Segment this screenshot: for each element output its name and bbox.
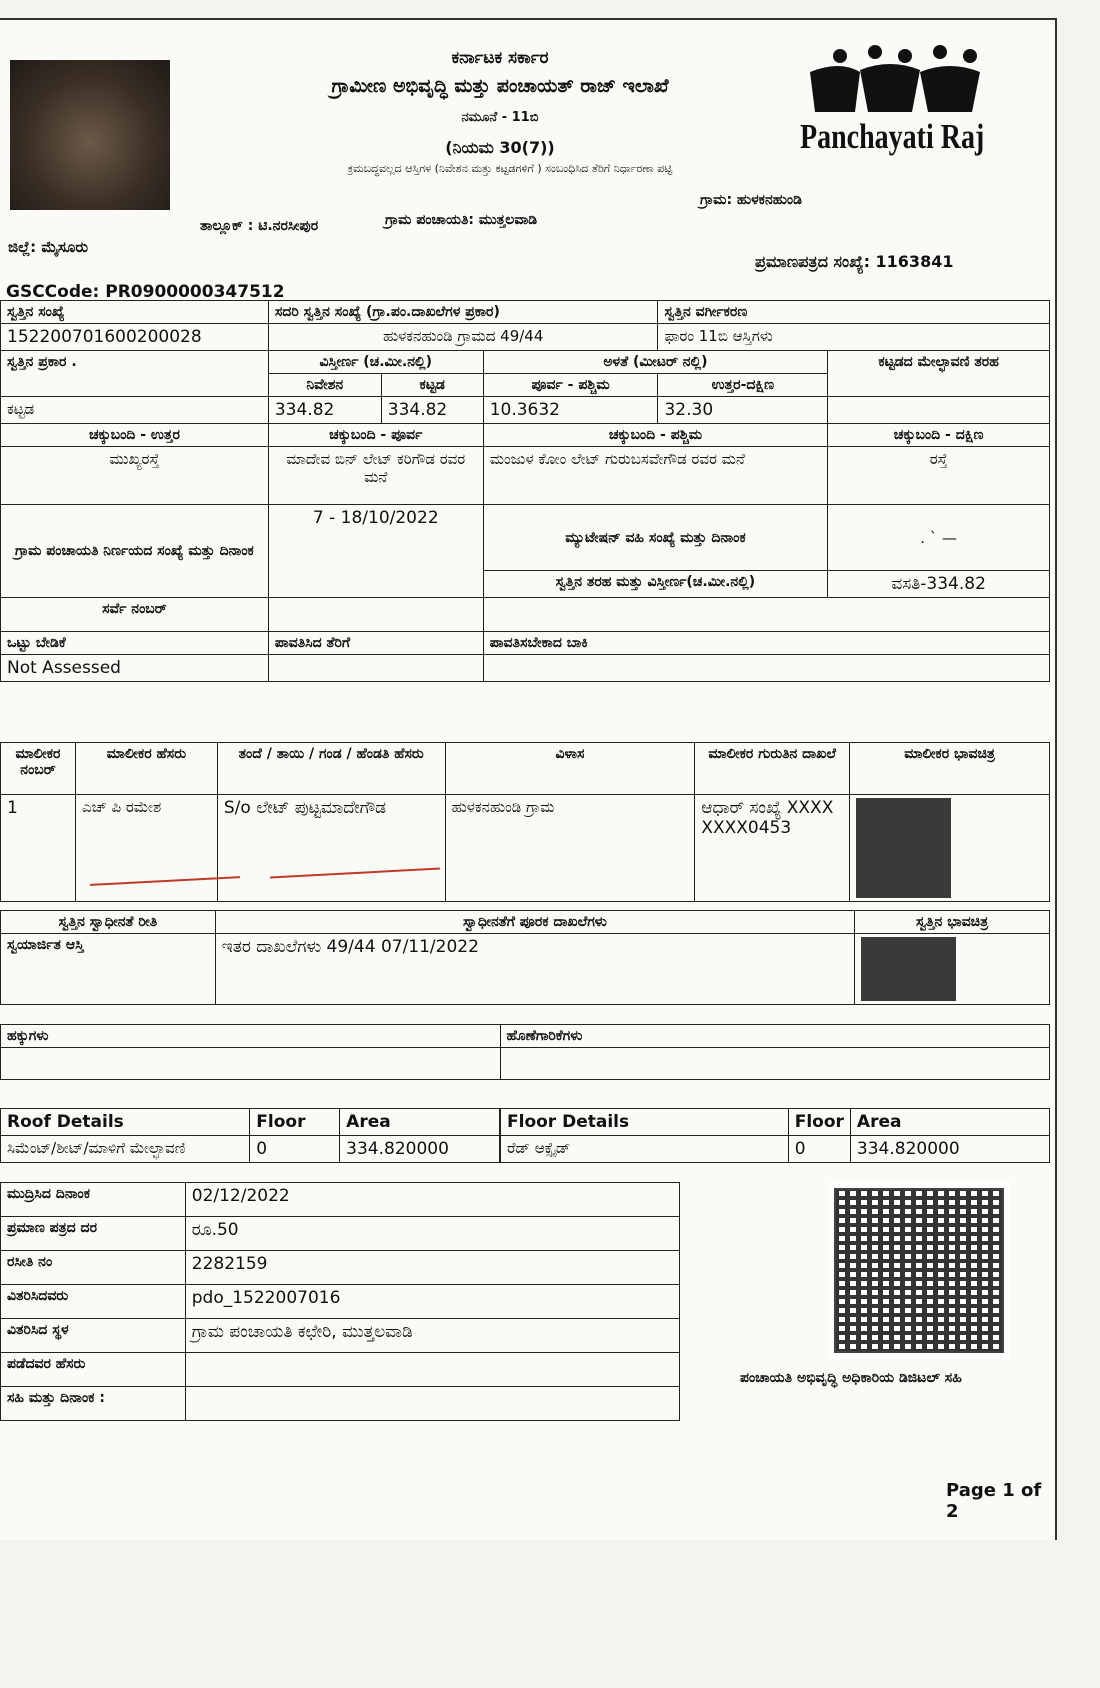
east-west-value: 10.3632 xyxy=(483,397,658,424)
rights-value xyxy=(1,1048,501,1080)
survey-number-label: ಸರ್ವೆ ನಂಬರ್ xyxy=(1,598,269,632)
gp-property-number-label: ಸದರಿ ಸ್ವತ್ತಿನ ಸಂಖ್ಯೆ (ಗ್ರಾ.ಪಂ.ದಾಖಲೆಗಳ ಪ್ರಕಾರ) xyxy=(268,301,658,324)
property-class-label: ಸ್ವತ್ತಿನ ವರ್ಗೀಕರಣ xyxy=(658,301,1050,324)
gram-panchayat: ಗ್ರಾಮ ಪಂಚಾಯತಿ: ಮುತ್ತಲವಾಡಿ xyxy=(385,212,538,228)
owner-number-label: ಮಾಲೀಕರ ನಂಬರ್ xyxy=(1,743,76,795)
relation-value: S/o ಲೇಟ್ ಪುಟ್ಟಮಾದೇಗೌಡ xyxy=(217,795,445,902)
issue-row xyxy=(1,1217,680,1251)
owner-photo-cell xyxy=(850,795,1050,902)
type-area-value: ವಸತಿ-334.82 xyxy=(828,571,1050,598)
people-icon xyxy=(800,42,1000,122)
floor-details-table xyxy=(500,1108,1050,1163)
survey-number-value xyxy=(268,598,483,632)
paid-tax-label: ಪಾವತಿಸಿದ ತೆರಿಗೆ xyxy=(268,632,483,655)
owner-id-value: ಆಧಾರ್ ಸಂಖ್ಯೆ XXXXXXXX0453 xyxy=(695,795,850,902)
owner-number-value: 1 xyxy=(1,795,76,902)
property-type-label: ಸ್ವತ್ತಿನ ಪ್ರಕಾರ . xyxy=(1,351,269,397)
acquisition-docs-value: ಇತರ ದಾಖಲೆಗಳು 49/44 07/11/2022 xyxy=(215,934,854,1005)
roof-details-title: Roof Details xyxy=(1,1109,250,1136)
issue-row xyxy=(1,1387,680,1421)
property-number-value: 152200701600200028 xyxy=(1,324,269,351)
total-demand-value: Not Assessed xyxy=(1,655,269,682)
issue-row xyxy=(1,1353,680,1387)
north-boundary-label: ಚಕ್ಕುಬಂದಿ - ಉತ್ತರ xyxy=(1,424,269,447)
roof-details-table xyxy=(0,1108,500,1163)
acquisition-label: ಸ್ವತ್ತಿನ ಸ್ವಾಧೀನತೆ ರೀತಿ xyxy=(1,911,216,934)
east-boundary-value: ಮಾದೇವ ಬಿನ್ ಲೇಟ್ ಕರಿಗೌಡ ರವರ ಮನೆ xyxy=(268,447,483,505)
village: ಗ್ರಾಮ: ಹುಳಕನಹುಂಡಿ xyxy=(700,192,802,208)
issue-row xyxy=(1,1251,680,1285)
owner-name-label: ಮಾಲೀಕರ ಹೆಸರು xyxy=(75,743,217,795)
property-number-label: ಸ್ವತ್ತಿನ ಸಂಖ್ಯೆ xyxy=(1,301,269,324)
owner-id-label: ಮಾಲೀಕರ ಗುರುತಿನ ದಾಖಲೆ xyxy=(695,743,850,795)
west-boundary-value: ಮಂಜುಳ ಕೋಂ ಲೇಟ್ ಗುರುಬಸವೇಗೌಡ ರವರ ಮನೆ xyxy=(483,447,828,505)
floor-floor-header: Floor xyxy=(788,1109,850,1136)
issue-row-value xyxy=(185,1353,679,1387)
rule-number: (ನಿಯಮ 30(7)) xyxy=(445,138,555,157)
issue-row-value: ಗ್ರಾಮ ಪಂಚಾಯತಿ ಕಛೇರಿ, ಮುತ್ತಲವಾಡಿ xyxy=(185,1319,679,1353)
issue-row xyxy=(1,1183,680,1217)
issue-row xyxy=(1,1285,680,1319)
acquisition-docs-label: ಸ್ವಾಧೀನತೆಗೆ ಪೂರಕ ದಾಖಲೆಗಳು xyxy=(215,911,854,934)
panchayati-raj-logo xyxy=(800,42,1000,162)
property-class-value: ಫಾರಂ 11ಬಿ ಆಸ್ತಿಗಳು xyxy=(658,324,1050,351)
property-details-table xyxy=(0,300,1050,682)
department-title: ಗ್ರಾಮೀಣ ಅಭಿವೃದ್ಧಿ ಮತ್ತು ಪಂಚಾಯತ್ ರಾಜ್ ಇಲಾಖೆ xyxy=(331,75,669,97)
owner-table xyxy=(0,742,1050,902)
property-photo xyxy=(861,937,956,1001)
qr-code xyxy=(828,1182,1010,1359)
liabilities-value xyxy=(500,1048,1050,1080)
owner-photo xyxy=(856,798,951,898)
address-label: ವಿಳಾಸ xyxy=(445,743,695,795)
govt-title: ಕರ್ನಾಟಕ ಸರ್ಕಾರ xyxy=(451,48,549,68)
due-tax-value xyxy=(483,655,1049,682)
rights-label: ಹಕ್ಕುಗಳು xyxy=(1,1025,501,1048)
dimensions-label: ಅಳತೆ (ಮೀಟರ್ ನಲ್ಲಿ) xyxy=(483,351,828,374)
address-value: ಹುಳಕನಹುಂಡಿ ಗ್ರಾಮ xyxy=(445,795,695,902)
rights-table xyxy=(0,1024,1050,1080)
south-boundary-label: ಚಕ್ಕುಬಂದಿ - ದಕ್ಷಿಣ xyxy=(828,424,1050,447)
issue-row-value: pdo_1522007016 xyxy=(185,1285,679,1319)
gp-property-number-value: ಹುಳಕನಹುಂಡಿ ಗ್ರಾಮದ 49/44 xyxy=(268,324,658,351)
east-boundary-label: ಚಕ್ಕುಬಂದಿ - ಪೂರ್ವ xyxy=(268,424,483,447)
digital-signature-label: ಪಂಚಾಯತಿ ಅಭಿವೃದ್ಧಿ ಅಧಿಕಾರಿಯ ಡಿಜಿಟಲ್ ಸಹಿ xyxy=(740,1370,962,1386)
property-photo-cell xyxy=(855,934,1050,1005)
taluk: ತಾಲ್ಲೂಕ್ : ಟಿ.ನರಸೀಪುರ xyxy=(200,218,319,234)
issue-row-value: 02/12/2022 xyxy=(185,1183,679,1217)
form-subtitle: ಕ್ರಮಬದ್ಧವಲ್ಲದ ಆಸ್ತಿಗಳ (ನಿವೇಶನ ಮತ್ತು ಕಟ್ಟಡಗಳಿಗೆ ) ಸಂಬಂಧಿಸಿದ ತೆರಿಗೆ ನಿರ್ಧಾರಣಾ ಪಟ್ಟಿ xyxy=(347,162,673,175)
floor-area-header: Area xyxy=(850,1109,1049,1136)
site-label: ನಿವೇಶನ xyxy=(268,374,381,397)
site-area-value: 334.82 xyxy=(268,397,381,424)
type-area-label: ಸ್ವತ್ತಿನ ತರಹ ಮತ್ತು ವಿಸ್ತೀರ್ಣ(ಚ.ಮೀ.ನಲ್ಲಿ) xyxy=(483,571,828,598)
roof-type-value xyxy=(828,397,1050,424)
north-south-label: ಉತ್ತರ-ದಕ್ಷಿಣ xyxy=(658,374,828,397)
resolution-label: ಗ್ರಾಮ ಪಂಚಾಯತಿ ನಿರ್ಣಯದ ಸಂಖ್ಯೆ ಮತ್ತು ದಿನಾಂಕ xyxy=(1,505,269,598)
property-type-value: ಕಟ್ಟಡ xyxy=(1,397,269,424)
form-sheet xyxy=(0,18,1057,1540)
issue-row-label: ರಸೀತಿ ನಂ xyxy=(1,1251,186,1285)
issue-row-value: ರೂ.50 xyxy=(185,1217,679,1251)
south-boundary-value: ರಸ್ತೆ xyxy=(828,447,1050,505)
form-number: ನಮೂನೆ - 11ಬಿ xyxy=(461,110,539,125)
roof-area-header: Area xyxy=(340,1109,500,1136)
property-photo-label: ಸ್ವತ್ತಿನ ಭಾವಚಿತ್ರ xyxy=(855,911,1050,934)
acquisition-table xyxy=(0,910,1050,1005)
paid-tax-value xyxy=(268,655,483,682)
resolution-value: 7 - 18/10/2022 xyxy=(268,505,483,598)
issue-row-label: ವಿತರಿಸಿದವರು xyxy=(1,1285,186,1319)
issue-row-label: ವಿತರಿಸಿದ ಸ್ಥಳ xyxy=(1,1319,186,1353)
survey-blank xyxy=(483,598,1049,632)
building-area-value: 334.82 xyxy=(381,397,483,424)
area-label: ವಿಸ್ತೀರ್ಣ (ಚ.ಮೀ.ನಲ್ಲಿ) xyxy=(268,351,483,374)
building-label: ಕಟ್ಟಡ xyxy=(381,374,483,397)
floor-details-title: Floor Details xyxy=(501,1109,789,1136)
district: ಜಿಲ್ಲೆ: ಮೈಸೂರು xyxy=(8,238,89,256)
gsc-code: GSCCode: PR0900000347512 xyxy=(6,282,285,302)
liabilities-label: ಹೊಣೆಗಾರಿಕೆಗಳು xyxy=(500,1025,1050,1048)
page-number: Page 1 of 2 xyxy=(946,1480,1042,1522)
east-west-label: ಪೂರ್ವ - ಪಶ್ಚಿಮ xyxy=(483,374,658,397)
owner-name-value: ಎಚ್ ಪಿ ರಮೇಶ xyxy=(75,795,217,902)
roof-type-label: ಕಟ್ಟಡದ ಮೇಲ್ಛಾವಣಿ ತರಹ xyxy=(828,351,1050,397)
roof-area: 334.820000 xyxy=(340,1136,500,1163)
issue-details-table xyxy=(0,1182,680,1421)
roof-floor-header: Floor xyxy=(250,1109,340,1136)
north-boundary-value: ಮುಖ್ಯರಸ್ತೆ xyxy=(1,447,269,505)
logo-text: Panchayati Raj xyxy=(800,118,985,157)
issue-row-label: ಮುದ್ರಿಸಿದ ದಿನಾಂಕ xyxy=(1,1183,186,1217)
mutation-label: ಮ್ಯುಟೇಷನ್ ವಹಿ ಸಂಖ್ಯೆ ಮತ್ತು ದಿನಾಂಕ xyxy=(483,505,828,571)
certificate-number: ಪ್ರಮಾಣಪತ್ರದ ಸಂಖ್ಯೆ: 1163841 xyxy=(755,252,954,271)
issue-row-label: ಪ್ರಮಾಣ ಪತ್ರದ ದರ xyxy=(1,1217,186,1251)
floor-area: 334.820000 xyxy=(850,1136,1049,1163)
mutation-value: . ` — xyxy=(828,505,1050,571)
north-south-value: 32.30 xyxy=(658,397,828,424)
total-demand-label: ಒಟ್ಟು ಬೇಡಿಕೆ xyxy=(1,632,269,655)
relation-label: ತಂದೆ / ತಾಯಿ / ಗಂಡ / ಹೆಂಡತಿ ಹೆಸರು xyxy=(217,743,445,795)
karnataka-emblem xyxy=(10,60,170,210)
acquisition-value: ಸ್ವಯಾರ್ಜಿತ ಆಸ್ತಿ xyxy=(1,934,216,1005)
owner-photo-label: ಮಾಲೀಕರ ಭಾವಚಿತ್ರ xyxy=(850,743,1050,795)
west-boundary-label: ಚಕ್ಕುಬಂದಿ - ಪಶ್ಚಿಮ xyxy=(483,424,828,447)
due-tax-label: ಪಾವತಿಸಬೇಕಾದ ಬಾಕಿ xyxy=(483,632,1049,655)
issue-row-value xyxy=(185,1387,679,1421)
floor-floor: 0 xyxy=(788,1136,850,1163)
issue-row-value: 2282159 xyxy=(185,1251,679,1285)
roof-floor: 0 xyxy=(250,1136,340,1163)
roof-type: ಸಿಮೆಂಟ್/ಶೀಟ್/ಮಾಳಿಗೆ ಮೇಲ್ಛಾವಣಿ xyxy=(1,1136,250,1163)
issue-row-label: ಪಡೆದವರ ಹೆಸರು xyxy=(1,1353,186,1387)
issue-row-label: ಸಹಿ ಮತ್ತು ದಿನಾಂಕ : xyxy=(1,1387,186,1421)
issue-row xyxy=(1,1319,680,1353)
floor-type: ರೆಡ್ ಆಕ್ಸೈಡ್ xyxy=(501,1136,789,1163)
